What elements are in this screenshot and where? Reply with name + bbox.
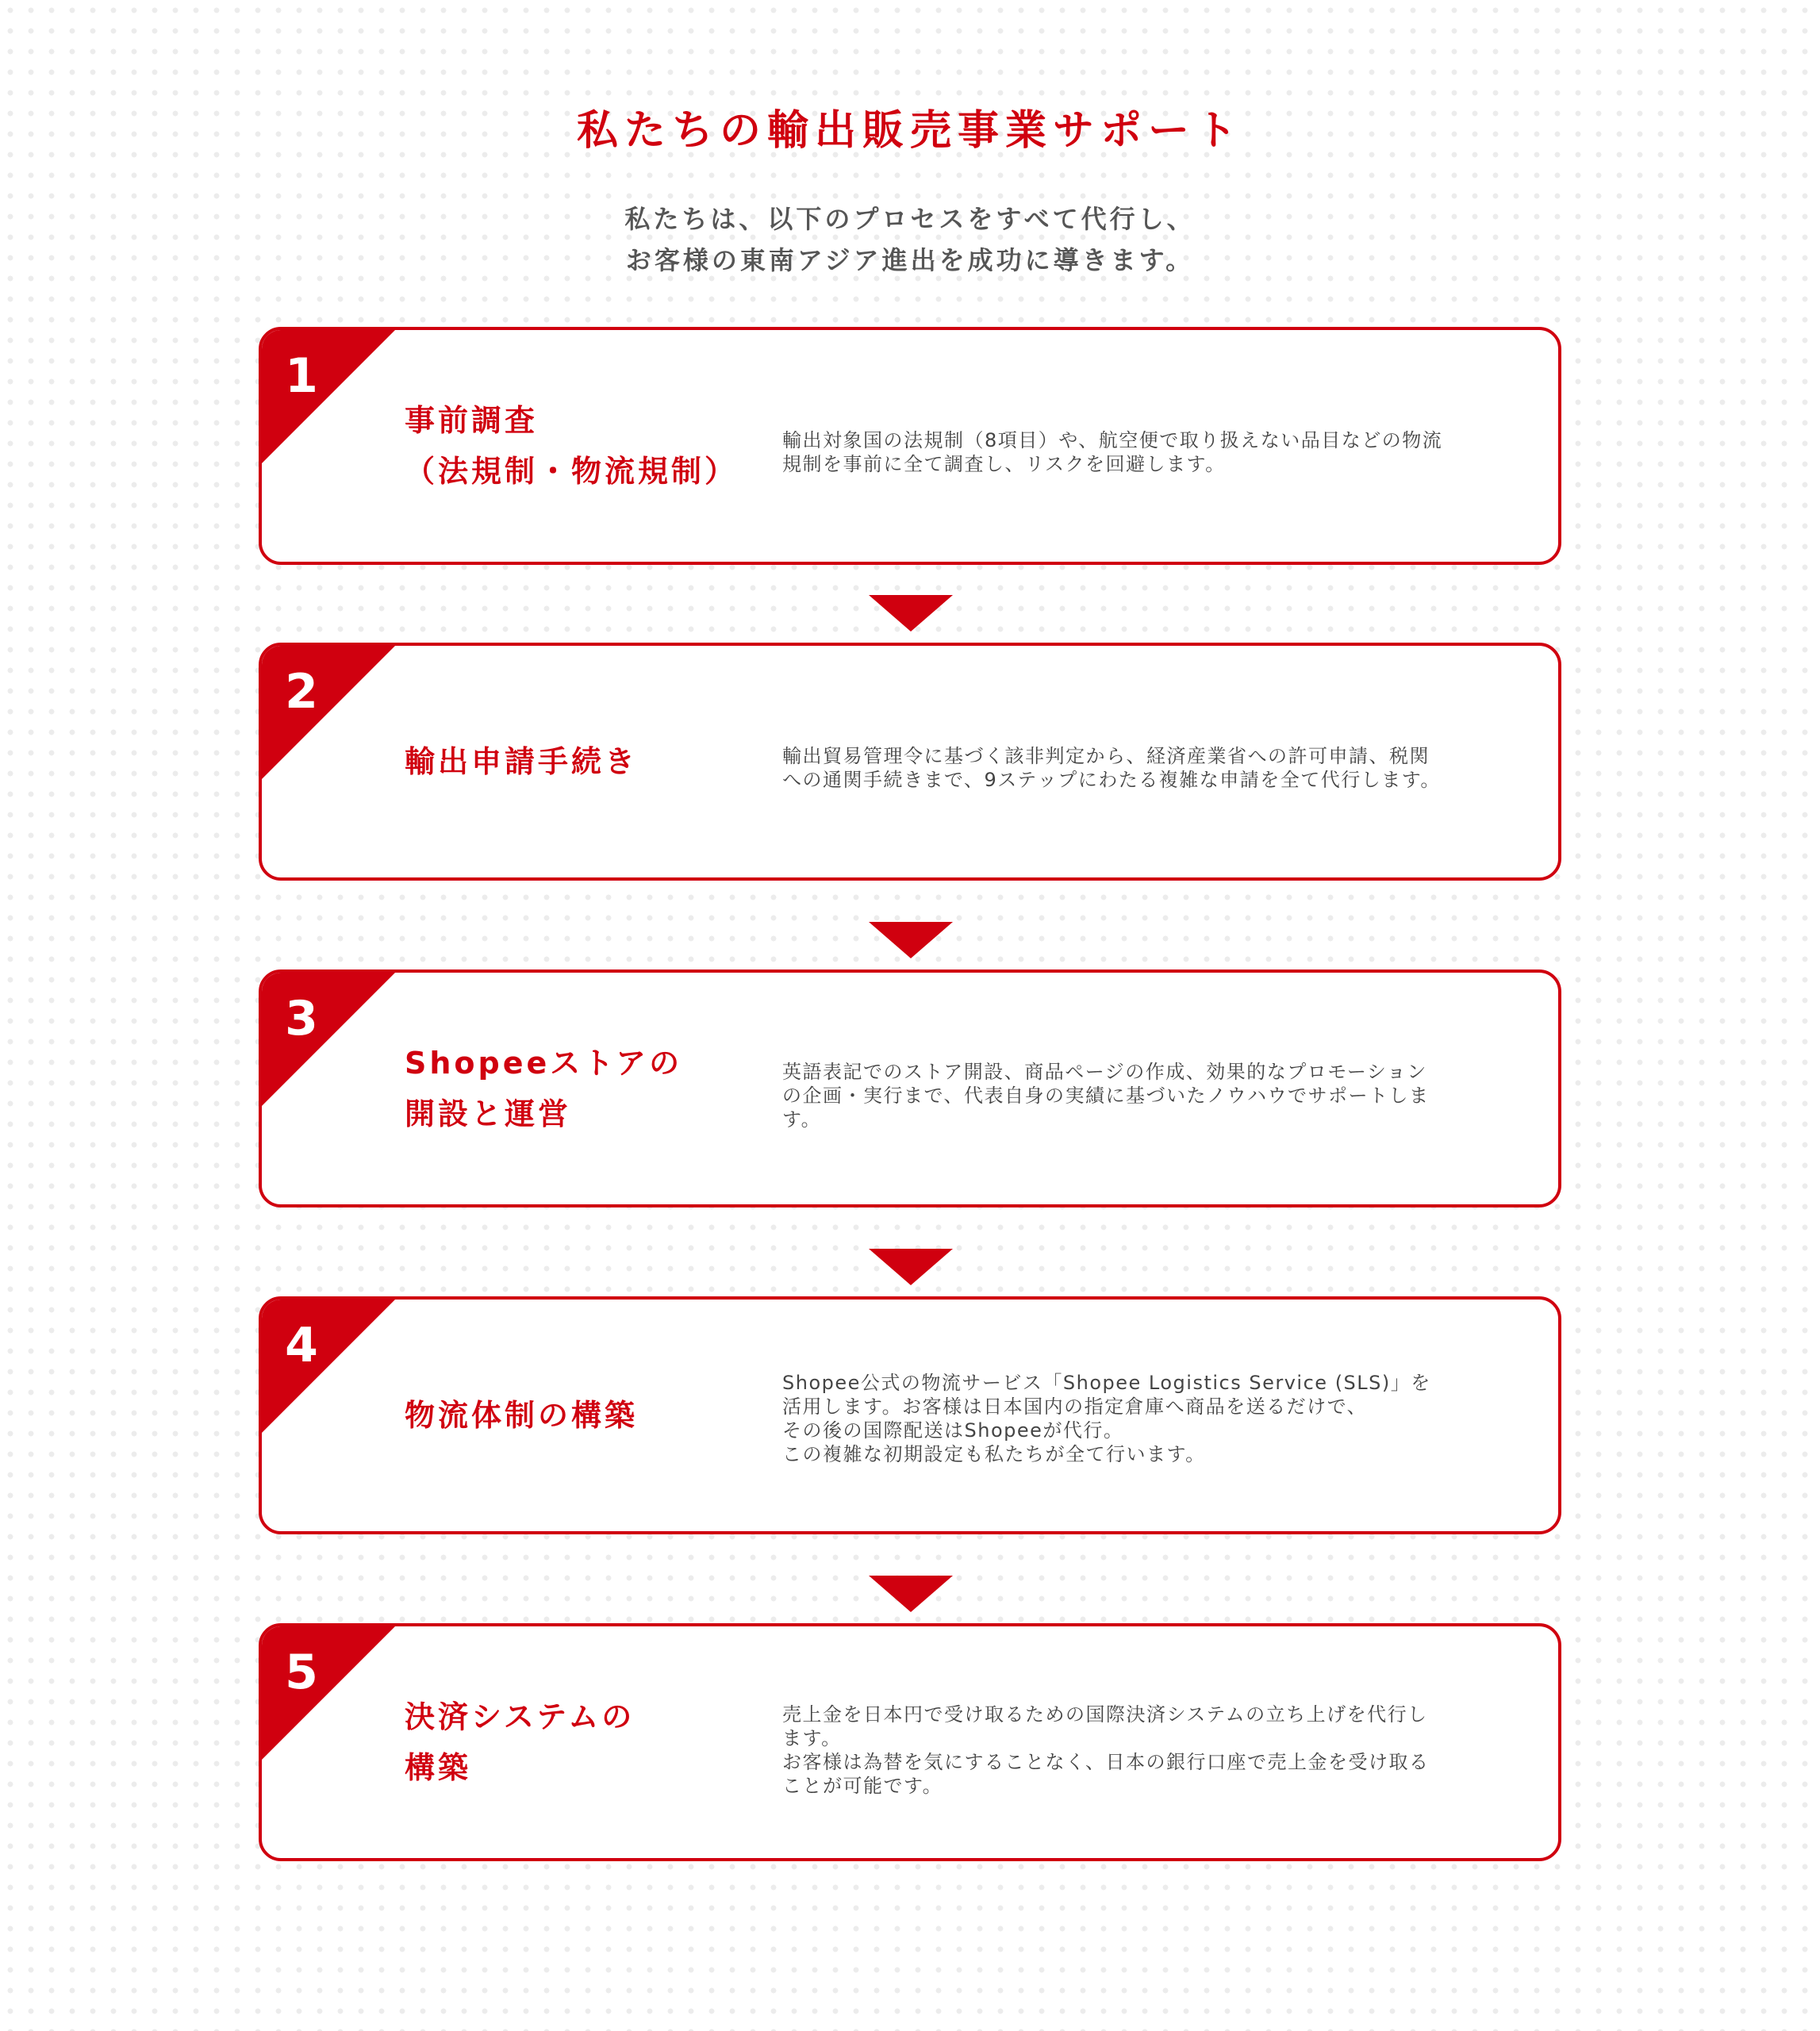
step-title-line: 輸出申請手続き: [405, 744, 639, 779]
step-title-line: 構築: [405, 1750, 472, 1785]
step-card-5: [259, 1623, 1561, 1861]
intro-line: お客様の東南アジア進出を成功に導きます。: [625, 245, 1195, 275]
step-title: [405, 973, 754, 1204]
step-title: [405, 1300, 754, 1531]
step-desc-line: す。: [782, 1108, 822, 1131]
step-card-1: [259, 327, 1561, 565]
step-description: [782, 1371, 1512, 1466]
step-card-2: [259, 643, 1561, 881]
down-arrow-icon: [869, 922, 953, 958]
step-desc-line: 活用します。お客様は日本国内の指定倉庫へ商品を送るだけで、: [782, 1396, 1368, 1418]
step-desc-line: ことが可能です。: [782, 1775, 943, 1797]
step-desc-line: ます。: [782, 1727, 842, 1749]
step-desc-line: の企画・実行まで、代表自身の実績に基づいたノウハウでサポートしま: [782, 1085, 1430, 1107]
step-desc-line: への通関手続きまで、9ステップにわたる複雑な申請を全て代行します。: [782, 769, 1441, 791]
step-title-line: Shopeeストアの: [405, 1046, 683, 1081]
step-number: 4: [285, 1318, 318, 1373]
step-desc-line: 英語表記でのストア開設、商品ページの作成、効果的なプロモーション: [782, 1061, 1427, 1083]
step-desc-line: 売上金を日本円で受け取るための国際決済システムの立ち上げを代行し: [782, 1703, 1428, 1726]
step-desc-line: 輸出対象国の法規制（8項目）や、航空便で取り扱えない品目などの物流: [782, 429, 1443, 451]
down-arrow-icon: [869, 1576, 953, 1612]
step-desc-line: この複雑な初期設定も私たちが全て行います。: [782, 1443, 1206, 1465]
step-title: [405, 646, 754, 877]
step-title: [405, 330, 754, 562]
step-card-4: [259, 1296, 1561, 1534]
step-desc-line: その後の国際配送はShopeeが代行。: [782, 1419, 1124, 1442]
page-title: 私たちの輸出販売事業サポート: [576, 107, 1243, 155]
step-number: 2: [285, 664, 318, 720]
step-title-line: （法規制・物流規制）: [405, 454, 739, 489]
step-title-line: 事前調査: [405, 403, 539, 438]
step-desc-line: 輸出貿易管理令に基づく該非判定から、経済産業省への許可申請、税関: [782, 745, 1430, 767]
step-desc-line: 規制を事前に全て調査し、リスクを回避します。: [782, 453, 1226, 475]
step-number: 1: [285, 348, 318, 404]
intro-line: 私たちは、以下のプロセスをすべて代行し、: [624, 204, 1196, 234]
step-desc-line: Shopee公式の物流サービス「Shopee Logistics Service (SLS)」を: [782, 1372, 1431, 1394]
down-arrow-icon: [869, 595, 953, 632]
step-title-line: 物流体制の構築: [405, 1398, 639, 1433]
step-description: [782, 1060, 1512, 1131]
down-arrow-icon: [869, 1249, 953, 1285]
step-description: [782, 428, 1512, 476]
step-description: [782, 744, 1512, 792]
step-title-line: 開設と運営: [405, 1096, 572, 1131]
step-desc-line: お客様は為替を気にすることなく、日本の銀行口座で売上金を受け取る: [782, 1751, 1430, 1773]
step-number: 3: [285, 991, 318, 1046]
step-title-line: 決済システムの: [405, 1699, 635, 1734]
step-title: [405, 1626, 754, 1858]
step-number: 5: [285, 1645, 318, 1700]
step-card-3: [259, 969, 1561, 1207]
step-description: [782, 1703, 1512, 1798]
intro-text: [0, 198, 1820, 281]
